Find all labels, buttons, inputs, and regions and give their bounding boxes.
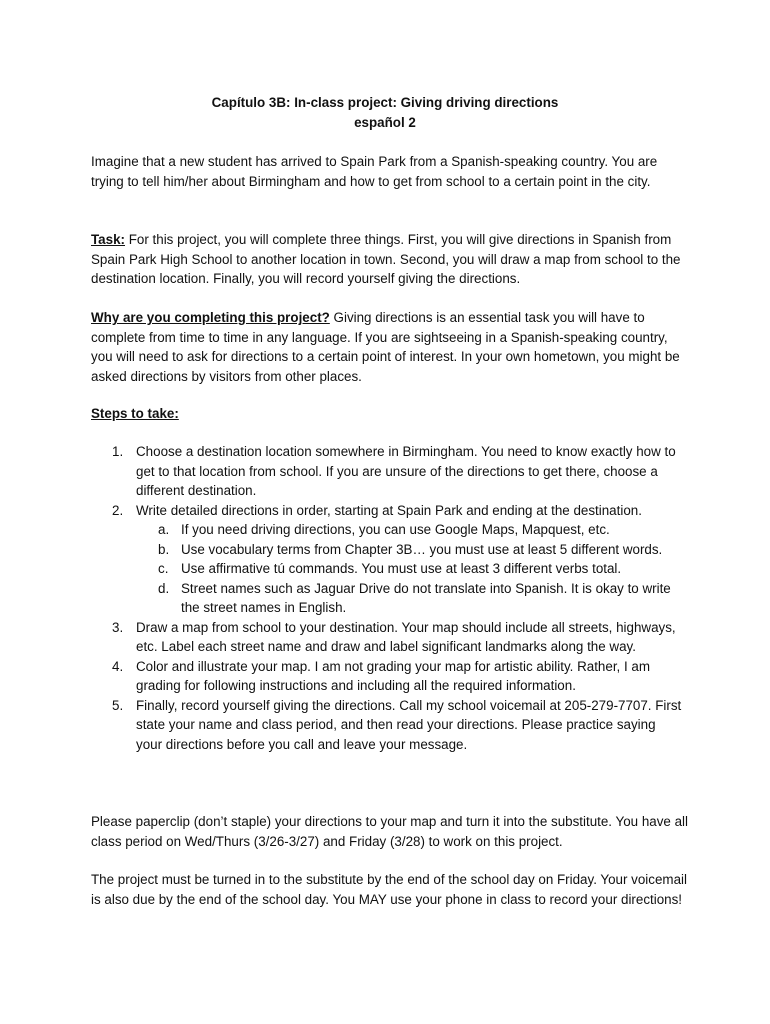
- substep-letter: d.: [158, 580, 170, 596]
- substep-text: Use affirmative tú commands. You must use at least 3 different verbs total.: [181, 561, 622, 576]
- intro-paragraph: Imagine that a new student has arrived to Spain Park from a Spanish-speaking country. You are trying to tell him/her about Birmingham and how to get from school to a certain point in the city.: [91, 154, 658, 189]
- page-title: Capítulo 3B: In-class project: Giving driving directions: [211, 95, 559, 110]
- list-item: [136, 520, 684, 540]
- substep-letter: b.: [158, 541, 170, 557]
- substep-text: Street names such as Jaguar Drive do not translate into Spanish. It is okay to write the street names in English.: [181, 580, 671, 615]
- why-label: Why are you completing this project?: [91, 310, 330, 325]
- step-number: 2.: [112, 502, 124, 518]
- list-item: [136, 540, 684, 560]
- steps-heading: Steps to take:: [91, 406, 179, 421]
- step-text: Finally, record yourself giving the directions. Call my school voicemail at 205-279-7707. First state your name and class period, and then read your directions. Please practice saying your directions before you call and leave your message.: [136, 697, 682, 752]
- deadline-paragraph: The project must be turned in to the substitute by the end of the school day on Friday. Your voicemail is also due by the end of the school day. You MAY use your phone in class to record your directions!: [91, 872, 687, 907]
- list-item: [136, 579, 684, 618]
- substeps-list: [136, 520, 684, 618]
- substep-text: Use vocabulary terms from Chapter 3B… you must use at least 5 different words.: [181, 541, 663, 557]
- list-item: [112, 696, 684, 755]
- step-number: 3.: [112, 619, 124, 635]
- step-number: 1.: [112, 444, 124, 459]
- substep-letter: c.: [158, 561, 169, 576]
- step-text: Draw a map from school to your destination. Your map should include all streets, highways, etc. Label each street name and draw and label significant landmarks along the way.: [136, 619, 676, 654]
- list-item: [112, 618, 684, 657]
- step-number: 4.: [112, 658, 124, 674]
- task-label: Task:: [91, 232, 125, 247]
- substep-letter: a.: [158, 522, 170, 537]
- paperclip-paragraph: Please paperclip (don’t staple) your directions to your map and turn it into the substitute. You have all class period on Wed/Thurs (3/26-3/27) and Friday (3/28) to work on this project.: [91, 814, 688, 849]
- task-text: For this project, you will complete three things. First, you will give directions in Spanish from Spain Park High School to another location in town. Second, you will draw a map from school to the destination location. Finally, you will record yourself giving the directions.: [91, 232, 681, 286]
- why-text: Giving directions is an essential task you will have to complete from time to time in any language. If you are sightseeing in a Spanish-speaking country, you will need to ask for directions to a certain point of interest. In your own hometown, you might be asked directions by visitors from other places.: [91, 310, 680, 384]
- task-paragraph: [91, 230, 691, 289]
- step-text: Write detailed directions in order, starting at Spain Park and ending at the destination.: [136, 502, 642, 518]
- step-text: Color and illustrate your map. I am not grading your map for artistic ability. Rather, I am grading for following instructions and including all the required information.: [136, 658, 651, 693]
- why-paragraph: [91, 308, 691, 386]
- step-number: 5.: [112, 697, 124, 713]
- list-item: [136, 559, 684, 579]
- substep-text: If you need driving directions, you can use Google Maps, Mapquest, etc.: [181, 522, 610, 537]
- list-item: [112, 657, 684, 696]
- steps-list: [112, 442, 684, 754]
- list-item: [112, 501, 684, 618]
- page-subtitle: español 2: [354, 115, 416, 130]
- step-text: Choose a destination location somewhere in Birmingham. You need to know exactly how to get to that location from school. If you are unsure of the directions to get there, choose a different destination.: [136, 444, 676, 498]
- list-item: [112, 442, 684, 501]
